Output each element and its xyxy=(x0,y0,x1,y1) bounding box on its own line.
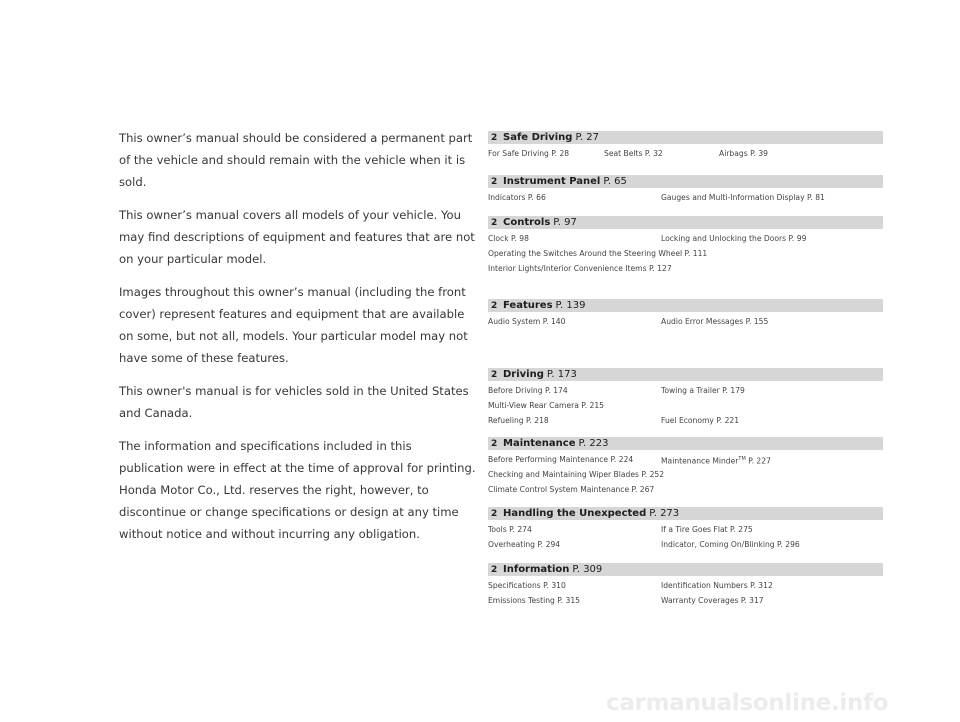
toc-link[interactable]: For Safe Driving P. 28 xyxy=(488,149,570,158)
toc-section-page: P. 173 xyxy=(546,369,577,380)
toc-section-title: Maintenance xyxy=(503,438,576,449)
toc-link[interactable]: Interior Lights/Interior Convenience Items P. 127 xyxy=(488,264,672,273)
toc-section xyxy=(488,175,883,205)
toc-link[interactable]: Maintenance Minder™ P. 227 xyxy=(661,456,771,466)
intro-text xyxy=(119,127,477,556)
watermark-logo: carmanualsonline.info xyxy=(606,690,889,716)
intro-paragraph: This owner's manual is for vehicles sold in the United States and Canada. xyxy=(119,384,469,420)
reference-arrow-icon: 2 xyxy=(491,509,498,519)
toc-section-header[interactable] xyxy=(488,563,883,576)
reference-arrow-icon: 2 xyxy=(491,218,498,228)
toc-link[interactable]: Indicators P. 66 xyxy=(488,193,546,202)
reference-arrow-icon: 2 xyxy=(491,439,498,449)
toc-section-title: Safe Driving xyxy=(503,132,573,143)
toc-section-header[interactable] xyxy=(488,131,883,144)
toc-link[interactable]: Emissions Testing P. 315 xyxy=(488,596,580,605)
intro-paragraph: This owner’s manual covers all models of your vehicle. You may find descriptions of equipment and features that are not on your particular model. xyxy=(119,208,475,266)
toc-section xyxy=(488,437,883,497)
toc-link[interactable]: Operating the Switches Around the Steering Wheel P. 111 xyxy=(488,249,708,258)
toc-section-header[interactable] xyxy=(488,437,883,450)
toc-row xyxy=(488,578,883,593)
toc-row xyxy=(488,231,883,246)
toc-section xyxy=(488,368,883,428)
toc-link[interactable]: Warranty Coverages P. 317 xyxy=(661,596,764,605)
toc-row xyxy=(488,398,883,413)
toc-section-header[interactable] xyxy=(488,368,883,381)
toc-section-page: P. 223 xyxy=(578,438,609,449)
toc-section-title: Controls xyxy=(503,217,551,228)
toc-section-title: Information xyxy=(503,564,570,575)
toc-link[interactable]: Airbags P. 39 xyxy=(719,149,768,158)
toc-row xyxy=(488,261,883,276)
toc-section-page: P. 139 xyxy=(555,300,586,311)
toc-row xyxy=(488,146,883,161)
toc-link[interactable]: Specifications P. 310 xyxy=(488,581,566,590)
toc-section xyxy=(488,131,883,161)
intro-paragraph: This owner’s manual should be considered a permanent part of the vehicle and should remain with the vehicle when it is sold. xyxy=(119,131,473,189)
toc-link[interactable]: Clock P. 98 xyxy=(488,234,529,243)
toc-section-page: P. 273 xyxy=(649,508,680,519)
intro-paragraph: Images throughout this owner’s manual (including the front cover) represent features and equipment that are available on some, but not all, models. Your particular model may not have some of these features. xyxy=(119,285,468,365)
toc-section-page: P. 97 xyxy=(553,217,577,228)
toc-link[interactable]: Overheating P. 294 xyxy=(488,540,561,549)
toc-row xyxy=(488,246,883,261)
toc-section-title: Instrument Panel xyxy=(503,176,601,187)
toc-section-header[interactable] xyxy=(488,299,883,312)
toc-link[interactable]: Identification Numbers P. 312 xyxy=(661,581,773,590)
toc-row xyxy=(488,314,883,329)
toc-link[interactable]: Tools P. 274 xyxy=(488,525,532,534)
toc-link[interactable]: Indicator, Coming On/Blinking P. 296 xyxy=(661,540,800,549)
toc-link[interactable]: Checking and Maintaining Wiper Blades P. 252 xyxy=(488,470,665,479)
toc-link[interactable]: Gauges and Multi-Information Display P. 81 xyxy=(661,193,825,202)
toc-section-header[interactable] xyxy=(488,175,883,188)
toc-link[interactable]: Audio System P. 140 xyxy=(488,317,566,326)
toc-section-title: Driving xyxy=(503,369,544,380)
toc-link[interactable]: Before Driving P. 174 xyxy=(488,386,568,395)
toc-section-title: Features xyxy=(503,300,553,311)
toc-section xyxy=(488,216,883,276)
reference-arrow-icon: 2 xyxy=(491,301,498,311)
toc-section xyxy=(488,507,883,552)
toc-row xyxy=(488,452,883,467)
toc-link[interactable]: Before Performing Maintenance P. 224 xyxy=(488,455,634,464)
toc-link[interactable]: Seat Belts P. 32 xyxy=(604,149,663,158)
toc-section xyxy=(488,299,883,329)
toc-link[interactable]: Towing a Trailer P. 179 xyxy=(661,386,745,395)
toc-link[interactable]: Climate Control System Maintenance P. 267 xyxy=(488,485,655,494)
reference-arrow-icon: 2 xyxy=(491,565,498,575)
toc-link[interactable]: Locking and Unlocking the Doors P. 99 xyxy=(661,234,807,243)
toc-link[interactable]: If a Tire Goes Flat P. 275 xyxy=(661,525,753,534)
toc-link[interactable]: Multi-View Rear Camera P. 215 xyxy=(488,401,605,410)
toc-row xyxy=(488,482,883,497)
toc-section-title: Handling the Unexpected xyxy=(503,508,647,519)
toc-row xyxy=(488,467,883,482)
toc-row xyxy=(488,593,883,608)
toc-section-page: P. 309 xyxy=(572,564,603,575)
toc-link[interactable]: Audio Error Messages P. 155 xyxy=(661,317,769,326)
toc-section-header[interactable] xyxy=(488,216,883,229)
toc-section-page: P. 27 xyxy=(575,132,600,143)
toc-row xyxy=(488,522,883,537)
reference-arrow-icon: 2 xyxy=(491,177,498,187)
intro-paragraph: The information and specifications included in this publication were in effect at the time of approval for printing. Honda Motor Co., Ltd. reserves the right, however, to discontinue or change specifications or design at any time without notice and without incurring any obligation. xyxy=(119,439,476,541)
toc-section xyxy=(488,563,883,608)
trademark-mark: TM xyxy=(738,456,746,462)
reference-arrow-icon: 2 xyxy=(491,370,498,380)
toc-section-header[interactable] xyxy=(488,507,883,520)
toc-section-page: P. 65 xyxy=(603,176,627,187)
reference-arrow-icon: 2 xyxy=(491,133,498,143)
toc-link[interactable]: Refueling P. 218 xyxy=(488,416,549,425)
toc-row xyxy=(488,413,883,428)
toc-row xyxy=(488,383,883,398)
toc-row xyxy=(488,537,883,552)
toc-row xyxy=(488,190,883,205)
toc-link[interactable]: Fuel Economy P. 221 xyxy=(661,416,740,425)
